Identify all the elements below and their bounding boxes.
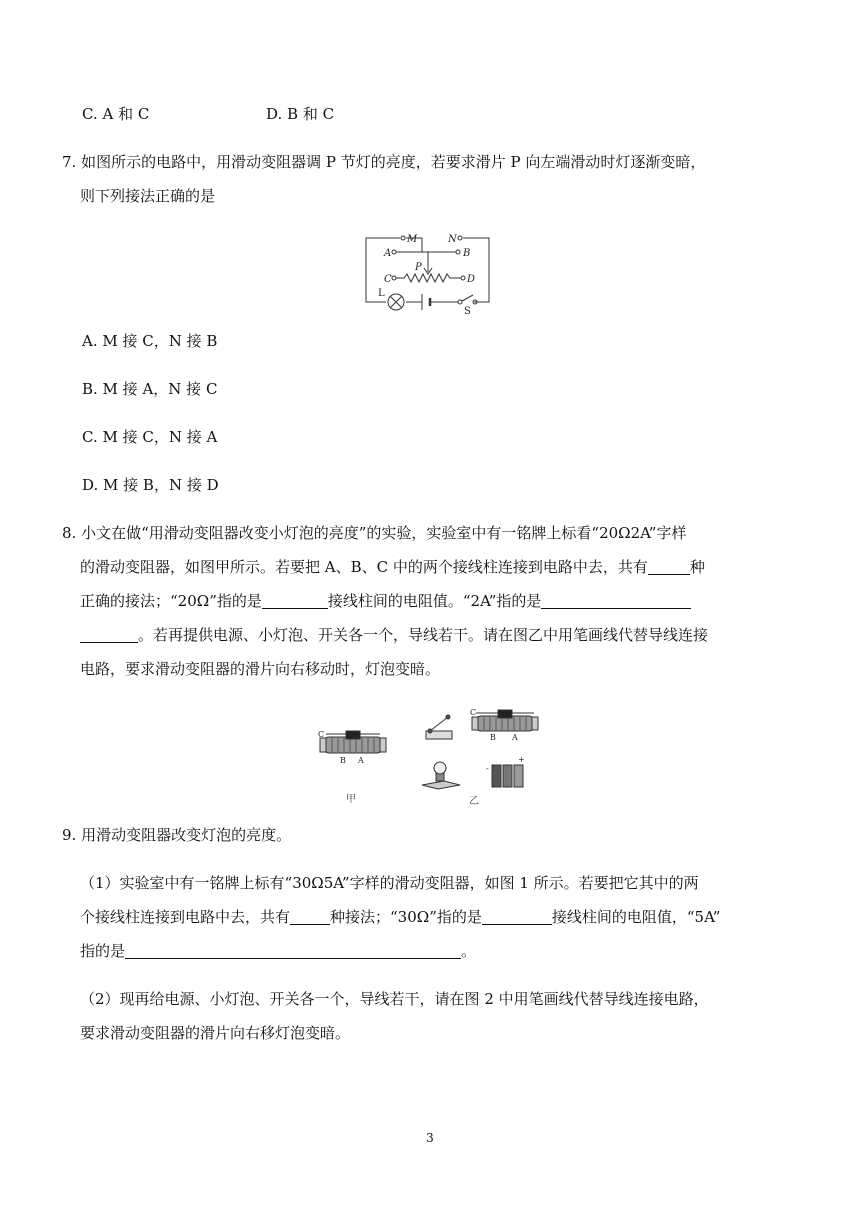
q9-blank-terminals[interactable] xyxy=(482,908,552,925)
q7-stem-line2: 则下列接法正确的是 xyxy=(80,187,216,205)
q7-option-c: C. M 接 C，N 接 A xyxy=(82,428,218,446)
yi-label-c: C xyxy=(470,708,477,717)
label-c: C xyxy=(384,274,392,285)
q8-figure-yi-components xyxy=(420,705,540,795)
yi-switch-icon xyxy=(426,715,452,739)
q8-blank-2a-meaning[interactable] xyxy=(541,592,691,609)
q9-part1-line2 xyxy=(80,906,720,928)
q8-stem-line4 xyxy=(80,624,708,646)
q9-text: 。 xyxy=(461,942,477,960)
label-m: M xyxy=(407,234,418,245)
q8-stem-line2 xyxy=(80,556,705,578)
yi-battery-icon xyxy=(486,755,525,787)
q9-blank-5a-meaning[interactable] xyxy=(125,942,461,959)
svg-text:+: + xyxy=(518,755,525,764)
label-b: B xyxy=(463,248,471,259)
label-l: L xyxy=(378,288,385,299)
q9-text: 种接法；“30Ω”指的是 xyxy=(330,908,482,926)
yi-label-a: A xyxy=(512,733,518,742)
q7-option-b: B. M 接 A，N 接 C xyxy=(82,380,218,398)
yi-bulb-icon xyxy=(422,762,460,789)
q9-title: 9. 用滑动变阻器改变灯泡的亮度。 xyxy=(62,826,292,844)
q8-figure-yi-caption: 乙 xyxy=(469,796,479,807)
q9-part1-line3 xyxy=(80,940,476,962)
q8-stem-line1: 8. 小文在做“用滑动变阻器改变小灯泡的亮度”的实验，实验室中有一铭牌上标看“20Ω2A”字样 xyxy=(62,524,687,542)
q7-stem-line1: 7. 如图所示的电路中，用滑动变阻器调 P 节灯的亮度，若要求滑片 P 向左端滑动时灯逐渐变暗， xyxy=(62,153,706,171)
jia-label-c: C xyxy=(318,730,325,739)
q8-blank-terminals[interactable] xyxy=(262,592,328,609)
q8-text: 的滑动变阻器，如图甲所示。若要把 A、B、C 中的两个接线柱连接到电路中去，共有 xyxy=(80,558,648,576)
q9-text: 指的是 xyxy=(80,942,126,960)
q7-circuit-diagram xyxy=(360,228,495,316)
q8-text: 。若再提供电源、小灯泡、开关各一个，导线若干。请在图乙中用笔画线代替导线连接 xyxy=(138,626,709,644)
q6-option-c: C. A 和 C xyxy=(82,105,150,123)
label-d: D xyxy=(467,274,476,285)
q9-part2-line2: 要求滑动变阻器的滑片向右移灯泡变暗。 xyxy=(80,1024,351,1042)
label-a: A xyxy=(384,248,392,259)
jia-label-b: B xyxy=(340,756,346,765)
q7-option-d: D. M 接 B，N 接 D xyxy=(82,476,219,494)
label-n: N xyxy=(448,234,457,245)
q8-stem-line5: 电路，要求滑动变阻器的滑片向右移动时，灯泡变暗。 xyxy=(80,660,441,678)
label-p: P xyxy=(415,262,422,273)
q8-figure-jia-caption: 甲 xyxy=(346,794,356,805)
q9-part2-line1: （2）现再给电源、小灯泡、开关各一个，导线若干，请在图 2 中用笔画线代替导线连接电路， xyxy=(80,990,709,1008)
q7-option-a: A. M 接 C，N 接 B xyxy=(82,332,218,350)
q8-blank-count[interactable] xyxy=(648,558,690,575)
q8-stem-line3 xyxy=(80,590,691,612)
q8-blank-2a-meaning-cont[interactable] xyxy=(80,626,138,643)
jia-label-a: A xyxy=(358,756,364,765)
yi-rheostat-icon xyxy=(472,710,538,731)
q8-text: 种 xyxy=(689,558,705,576)
q9-text: 个接线柱连接到电路中去，共有 xyxy=(80,908,291,926)
q8-text: 正确的接法；“20Ω”指的是 xyxy=(80,592,262,610)
q9-part1-line1: （1）实验室中有一铭牌上标有“30Ω5A”字样的滑动变阻器，如图 1 所示。若要把它其中的两 xyxy=(80,874,699,892)
label-s: S xyxy=(464,306,471,316)
q6-option-d: D. B 和 C xyxy=(266,105,335,123)
svg-text:-: - xyxy=(486,764,489,773)
page-number: 3 xyxy=(426,1131,434,1145)
q9-text: 接线柱间的电阻值，“5A” xyxy=(551,908,721,926)
yi-label-b: B xyxy=(490,733,496,742)
q9-blank-count[interactable] xyxy=(290,908,330,925)
q8-figure-jia-rheostat xyxy=(318,728,388,768)
q8-text: 接线柱间的电阻值。“2A”指的是 xyxy=(327,592,542,610)
